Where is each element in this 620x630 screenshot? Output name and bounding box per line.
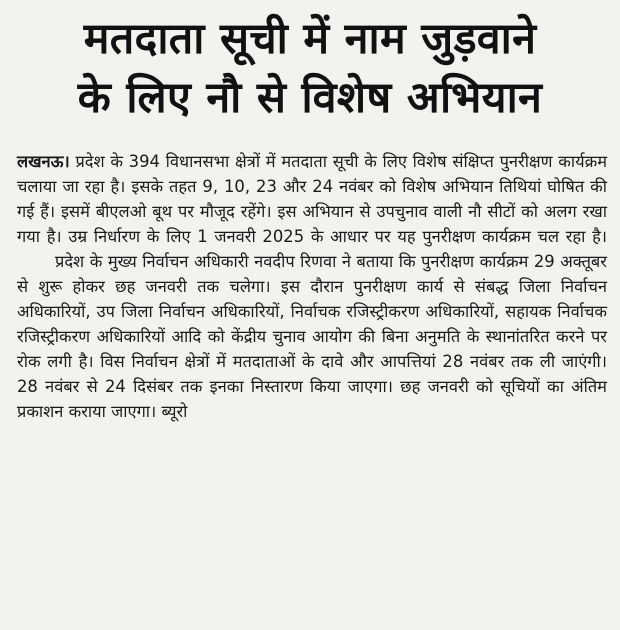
dateline: लखनऊ। bbox=[17, 152, 70, 171]
article-paragraph-1 bbox=[17, 149, 607, 249]
article-body bbox=[17, 149, 607, 424]
headline-line-2: के लिए नौ से विशेष अभियान bbox=[77, 73, 543, 123]
paragraph-2-text: प्रदेश के मुख्य निर्वाचन अधिकारी नवदीप रिणवा ने बताया कि पुनरीक्षण कार्यक्रम 29 अक्तूबर से शुरू होकर छह जनवरी तक चलेगा। इस दौरान पुनरीक्षण कार्य से संबद्ध जिला निर्वाचन अधिकारियों, उप जिला निर्वाचन अधिकारियों, निर्वाचक रजिस्ट्रीकरण अधिकारियों, सहायक निर्वाचक रजिस्ट्रीकरण अधिकारियों आदि को केंद्रीय चुनाव आयोग की बिना अनुमति के स्थानांतरित करने पर रोक लगी है। विस निर्वाचन क्षेत्रों में मतदाताओं के दावे और आपत्तियां 28 नवंबर तक ली जाएंगी। 28 नवंबर से 24 दिसंबर तक इनका निस्तारण किया जाएगा। छह जनवरी को सूचियों का अंतिम प्रकाशन कराया जाएगा। ब्यूरो bbox=[17, 252, 607, 421]
headline-line-1: मतदाता सूची में नाम जुड़वाने bbox=[83, 14, 537, 64]
paragraph-1-text: प्रदेश के 394 विधानसभा क्षेत्रों में मतदाता सूची के लिए विशेष संक्षिप्त पुनरीक्षण कार्यक्रम चलाया जा रहा है। इसके तहत 9, 10, 23 और 24 नवंबर को विशेष अभियान तिथियां घोषित की गई हैं। इसमें बीएलओ बूथ पर मौजूद रहेंगे। इस अभियान से उपचुनाव वाली नौ सीटों को अलग रखा गया है। उम्र निर्धारण के लिए 1 जनवरी 2025 के आधार पर यह पुनरीक्षण कार्यक्रम चल रहा है। bbox=[17, 152, 607, 246]
article-paragraph-2 bbox=[17, 249, 607, 424]
headline bbox=[18, 10, 602, 128]
